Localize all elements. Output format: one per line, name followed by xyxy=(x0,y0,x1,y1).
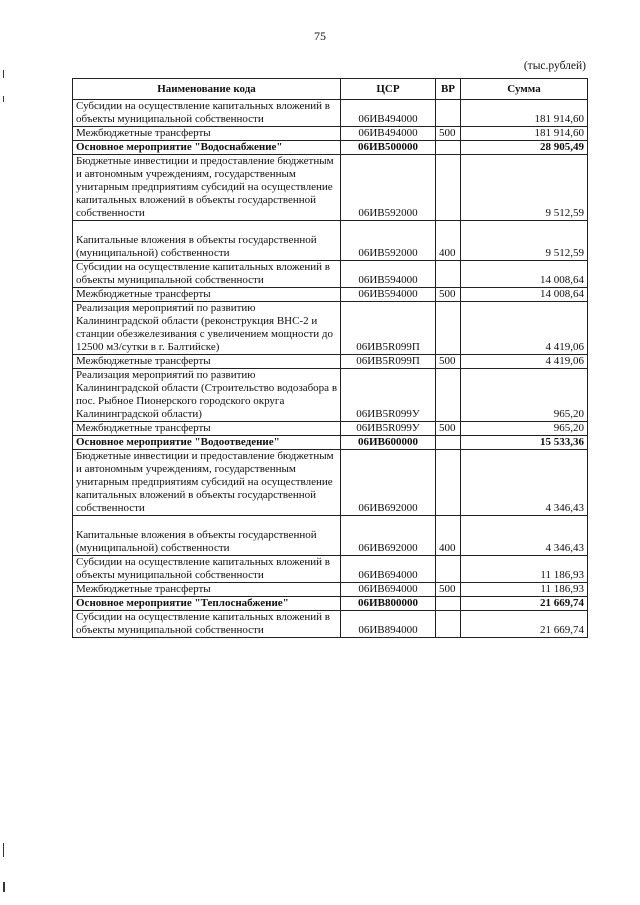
row-name-cell xyxy=(73,100,341,127)
row-csr: 06ИВ5R099П xyxy=(341,302,436,355)
row-csr: 06ИВ692000 xyxy=(341,516,436,556)
row-csr: 06ИВ494000 xyxy=(341,100,436,127)
row-name-cell xyxy=(73,155,341,221)
row-vr xyxy=(436,155,461,221)
row-name-cell xyxy=(73,436,341,450)
row-name: Межбюджетные трансферты xyxy=(76,127,211,139)
row-vr: 400 xyxy=(436,516,461,556)
row-vr xyxy=(436,369,461,422)
table-row xyxy=(73,450,588,516)
row-name: Бюджетные инвестиции и предоставление бюджетным и автономным учреждениям, государственным унитарным предприятиям субсидий на осуществление капитальных вложений в объекты государственной собственности xyxy=(76,155,334,219)
row-csr: 06ИВ500000 xyxy=(341,141,436,155)
row-name-cell xyxy=(73,221,341,261)
table-row xyxy=(73,436,588,450)
table-header-row xyxy=(73,79,588,100)
row-name: Межбюджетные трансферты xyxy=(76,355,211,367)
margin-mark xyxy=(3,882,5,892)
budget-table xyxy=(72,78,588,638)
row-csr: 06ИВ594000 xyxy=(341,261,436,288)
row-name-cell xyxy=(73,261,341,288)
units-label: (тыс.рублей) xyxy=(523,60,586,72)
row-name-cell xyxy=(73,302,341,355)
table-row xyxy=(73,261,588,288)
table-row xyxy=(73,155,588,221)
row-name: Реализация мероприятий по развитию Калининградской области (Строительство водозабора в пос. Рыбное Пионерского городского округа Калининградской области) xyxy=(76,369,338,420)
row-sum: 4 346,43 xyxy=(461,450,588,516)
table-body xyxy=(73,100,588,638)
row-name: Бюджетные инвестиции и предоставление бюджетным и автономным учреждениям, государственным унитарным предприятиям субсидий на осуществление капитальных вложений в объекты государственной собственности xyxy=(76,450,334,514)
header-vr: ВР xyxy=(436,79,461,100)
table-row xyxy=(73,611,588,638)
row-name-cell xyxy=(73,422,341,436)
row-sum: 181 914,60 xyxy=(461,127,588,141)
row-name: Субсидии на осуществление капитальных вложений в объекты муниципальной собственности xyxy=(76,100,330,125)
row-name-cell xyxy=(73,556,341,583)
header-name: Наименование кода xyxy=(73,79,341,100)
row-csr: 06ИВ592000 xyxy=(341,221,436,261)
table-row xyxy=(73,369,588,422)
header-sum: Сумма xyxy=(461,79,588,100)
page-number: 75 xyxy=(314,29,326,43)
row-name: Капитальные вложения в объекты государственной (муниципальной) собственности xyxy=(76,529,317,554)
row-name-cell xyxy=(73,288,341,302)
table-row xyxy=(73,355,588,369)
blank-line xyxy=(76,516,337,529)
table-row xyxy=(73,583,588,597)
row-csr: 06ИВ694000 xyxy=(341,583,436,597)
row-sum: 4 346,43 xyxy=(461,516,588,556)
row-vr xyxy=(436,450,461,516)
row-name: Основное мероприятие "Водоотведение" xyxy=(76,436,280,448)
row-csr: 06ИВ694000 xyxy=(341,556,436,583)
margin-mark xyxy=(3,70,4,78)
row-sum: 15 533,36 xyxy=(461,436,588,450)
table-row xyxy=(73,100,588,127)
row-name: Межбюджетные трансферты xyxy=(76,583,211,595)
row-sum: 4 419,06 xyxy=(461,302,588,355)
row-vr: 500 xyxy=(436,355,461,369)
row-name: Межбюджетные трансферты xyxy=(76,288,211,300)
row-vr: 500 xyxy=(436,583,461,597)
row-name: Субсидии на осуществление капитальных вложений в объекты муниципальной собственности xyxy=(76,261,330,286)
row-vr xyxy=(436,302,461,355)
margin-mark xyxy=(3,96,4,102)
table-row xyxy=(73,221,588,261)
row-name: Реализация мероприятий по развитию Калининградской области (реконструкция ВНС-2 и станции обезжелезивания с увеличением мощности до 12500 м3/сутки в г. Балтийске) xyxy=(76,302,334,353)
row-name: Основное мероприятие "Водоснабжение" xyxy=(76,141,283,153)
row-name: Субсидии на осуществление капитальных вложений в объекты муниципальной собственности xyxy=(76,556,330,581)
row-sum: 14 008,64 xyxy=(461,261,588,288)
row-vr xyxy=(436,261,461,288)
row-vr xyxy=(436,100,461,127)
table-row xyxy=(73,302,588,355)
row-vr xyxy=(436,141,461,155)
row-sum: 965,20 xyxy=(461,422,588,436)
row-sum: 181 914,60 xyxy=(461,100,588,127)
row-sum: 21 669,74 xyxy=(461,597,588,611)
row-sum: 11 186,93 xyxy=(461,583,588,597)
row-vr: 400 xyxy=(436,221,461,261)
row-name-cell xyxy=(73,355,341,369)
row-sum: 21 669,74 xyxy=(461,611,588,638)
row-csr: 06ИВ592000 xyxy=(341,155,436,221)
row-name: Межбюджетные трансферты xyxy=(76,422,211,434)
row-name-cell xyxy=(73,450,341,516)
row-sum: 11 186,93 xyxy=(461,556,588,583)
table-row xyxy=(73,597,588,611)
row-name: Основное мероприятие "Теплоснабжение" xyxy=(76,597,289,609)
row-sum: 28 905,49 xyxy=(461,141,588,155)
row-name-cell xyxy=(73,611,341,638)
table-row xyxy=(73,556,588,583)
header-csr: ЦСР xyxy=(341,79,436,100)
row-name: Субсидии на осуществление капитальных вложений в объекты муниципальной собственности xyxy=(76,611,330,636)
row-sum: 4 419,06 xyxy=(461,355,588,369)
row-vr: 500 xyxy=(436,288,461,302)
row-csr: 06ИВ600000 xyxy=(341,436,436,450)
row-csr: 06ИВ5R099У xyxy=(341,422,436,436)
row-name-cell xyxy=(73,583,341,597)
row-name-cell xyxy=(73,597,341,611)
table-row xyxy=(73,141,588,155)
table-row xyxy=(73,422,588,436)
row-sum: 9 512,59 xyxy=(461,221,588,261)
table-row xyxy=(73,516,588,556)
row-csr: 06ИВ800000 xyxy=(341,597,436,611)
blank-line xyxy=(76,221,337,234)
row-vr xyxy=(436,597,461,611)
row-csr: 06ИВ894000 xyxy=(341,611,436,638)
table-row xyxy=(73,127,588,141)
table-row xyxy=(73,288,588,302)
row-csr: 06ИВ692000 xyxy=(341,450,436,516)
row-vr: 500 xyxy=(436,127,461,141)
row-sum: 9 512,59 xyxy=(461,155,588,221)
row-vr: 500 xyxy=(436,422,461,436)
row-csr: 06ИВ5R099П xyxy=(341,355,436,369)
margin-mark xyxy=(3,843,4,857)
row-csr: 06ИВ5R099У xyxy=(341,369,436,422)
row-name-cell xyxy=(73,516,341,556)
row-sum: 965,20 xyxy=(461,369,588,422)
row-csr: 06ИВ494000 xyxy=(341,127,436,141)
row-name-cell xyxy=(73,369,341,422)
row-name-cell xyxy=(73,127,341,141)
row-name-cell xyxy=(73,141,341,155)
row-name: Капитальные вложения в объекты государственной (муниципальной) собственности xyxy=(76,234,317,259)
row-sum: 14 008,64 xyxy=(461,288,588,302)
row-vr xyxy=(436,436,461,450)
row-csr: 06ИВ594000 xyxy=(341,288,436,302)
row-vr xyxy=(436,611,461,638)
row-vr xyxy=(436,556,461,583)
